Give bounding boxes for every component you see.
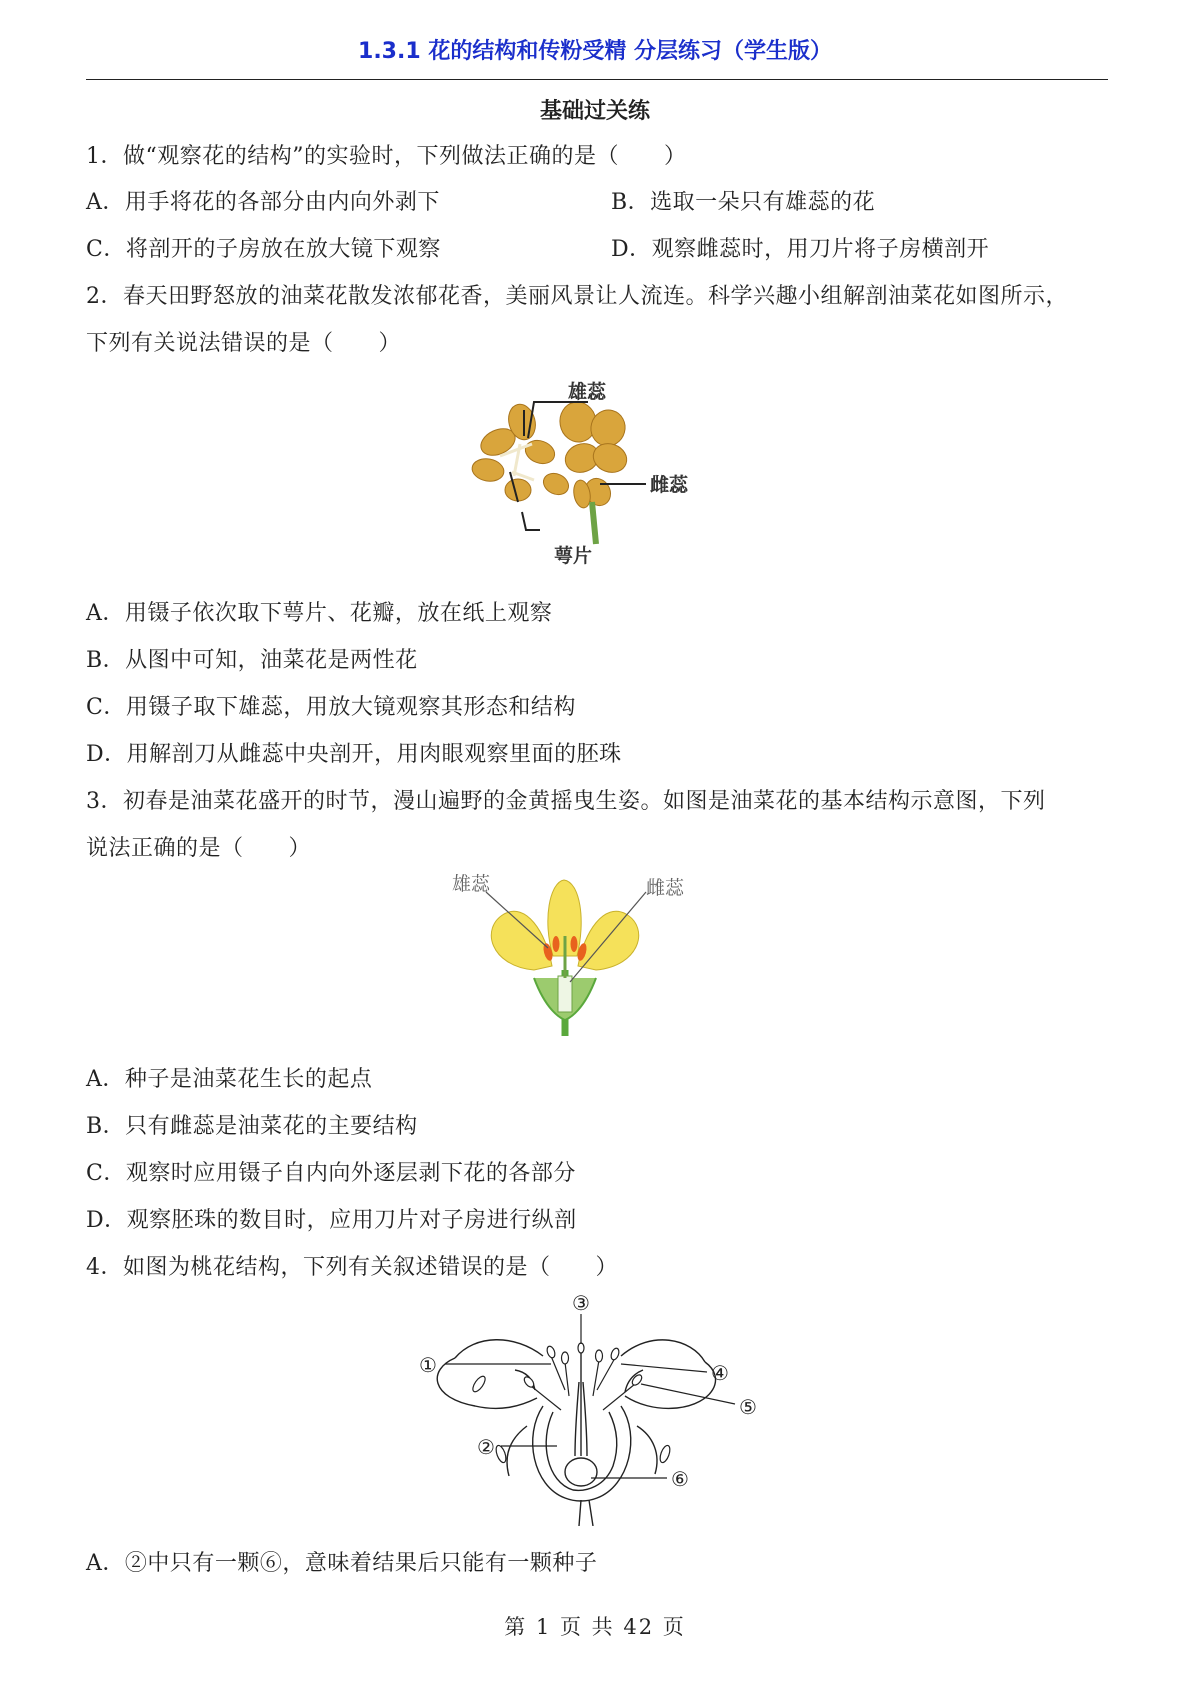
q3-rape-flower-diagram (450, 870, 740, 1040)
q3-label-stamen: 雄蕊 (452, 873, 491, 895)
q4-label-1: ① (419, 1353, 437, 1377)
q2-label-stamen: 雄蕊 (568, 381, 607, 403)
document-title: 1.3.1 花的结构和传粉受精 分层练习（学生版） (358, 39, 832, 64)
q3-label-pistil: 雌蕊 (646, 877, 685, 899)
q1-option-b: B．选取一朵只有雄蕊的花 (611, 190, 876, 215)
q4-stem: 4．如图为桃花结构，下列有关叙述错误的是（ ） (86, 1255, 618, 1280)
q2-stem-line-1: 2．春天田野怒放的油菜花散发浓郁花香，美丽风景让人流连。科学兴趣小组解剖油菜花如图所示， (86, 284, 1069, 309)
q2-label-sepal: 萼片 (554, 545, 593, 567)
q2-option-a: A．用镊子依次取下萼片、花瓣，放在纸上观察 (86, 601, 553, 626)
q2-option-d: D．用解剖刀从雌蕊中央剖开，用肉眼观察里面的胚珠 (86, 742, 622, 767)
q2-label-pistil: 雌蕊 (650, 474, 689, 496)
q2-option-b: B．从图中可知，油菜花是两性花 (86, 648, 418, 673)
page-footer: 第 1 页 共 42 页 (504, 1615, 686, 1639)
q2-stem-line-2: 下列有关说法错误的是（ ） (86, 331, 402, 356)
q1-option-a: A．用手将花的各部分由内向外剥下 (86, 190, 440, 215)
q2-dissected-rape-flower-figure (470, 372, 720, 572)
q2-option-c: C．用镊子取下雄蕊，用放大镜观察其形态和结构 (86, 695, 576, 720)
q4-option-a: A．②中只有一颗⑥，意味着结果后只能有一颗种子 (86, 1551, 598, 1576)
q3-option-c: C．观察时应用镊子自内向外逐层剥下花的各部分 (86, 1161, 576, 1186)
q4-label-2: ② (477, 1435, 495, 1459)
q1-stem: 1．做“观察花的结构”的实验时，下列做法正确的是（ ） (86, 144, 687, 169)
q3-option-d: D．观察胚珠的数目时，应用刀片对子房进行纵剖 (86, 1208, 577, 1233)
q3-option-a: A．种子是油菜花生长的起点 (86, 1067, 373, 1092)
q4-peach-flower-diagram (415, 1286, 775, 1526)
q1-option-d: D．观察雌蕊时，用刀片将子房横剖开 (611, 237, 990, 262)
q3-stem-line-2: 说法正确的是（ ） (86, 836, 312, 861)
q3-stem-line-1: 3．初春是油菜花盛开的时节，漫山遍野的金黄摇曳生姿。如图是油菜花的基本结构示意图，下列 (86, 789, 1046, 814)
section-title: 基础过关练 (539, 99, 650, 124)
q1-option-row-1 (86, 185, 876, 216)
q4-label-5: ⑤ (739, 1395, 757, 1419)
header-divider (86, 79, 1108, 80)
q1-option-c: C．将剖开的子房放在放大镜下观察 (86, 237, 441, 262)
q4-label-6: ⑥ (671, 1467, 689, 1491)
q1-option-row-2 (86, 232, 990, 263)
q4-label-3: ③ (572, 1291, 590, 1315)
q4-label-4: ④ (711, 1361, 729, 1385)
q3-option-b: B．只有雌蕊是油菜花的主要结构 (86, 1114, 418, 1139)
